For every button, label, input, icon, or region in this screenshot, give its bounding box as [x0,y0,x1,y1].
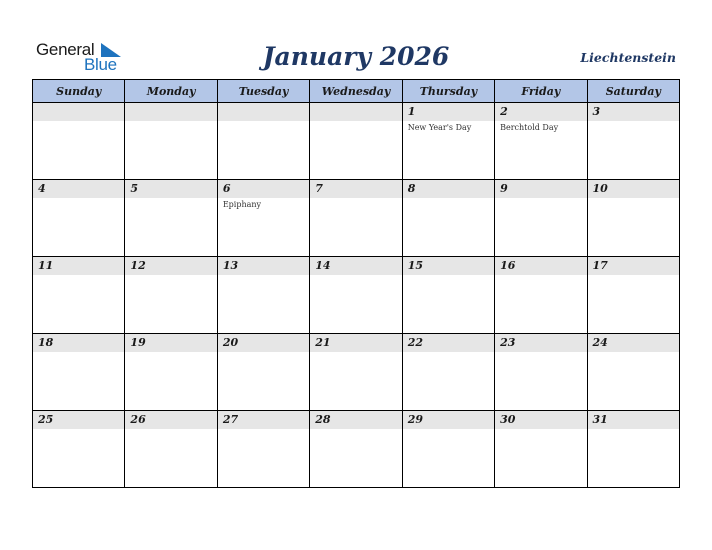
day-number: 7 [315,182,323,195]
weekday-header-row [33,80,680,103]
day-header-strip [403,103,494,121]
empty-day-cell [217,103,309,180]
day-number: 28 [315,413,331,426]
day-header-strip [588,411,679,429]
day-header-strip [33,180,124,198]
day-number: 29 [407,413,423,426]
day-header-strip [495,180,586,198]
day-header-strip [495,334,586,352]
day-cell [33,257,125,334]
day-number: 22 [407,336,423,349]
day-number: 19 [130,336,146,349]
day-header-strip [33,103,124,121]
day-number: 18 [38,336,54,349]
day-cell [125,180,217,257]
day-header-strip [403,334,494,352]
day-header-strip [310,103,401,121]
day-number: 23 [500,336,516,349]
day-number: 13 [222,259,239,272]
weekday-thursday: Thursday [402,80,494,103]
weekday-sunday: Sunday [33,80,125,103]
day-cell [495,180,587,257]
logo-text-blue: Blue [84,55,117,74]
week-row [33,180,680,257]
day-number: 14 [315,259,331,272]
day-header-strip [403,180,494,198]
calendar-title: January 2026 [262,42,450,71]
day-number: 31 [592,413,608,426]
day-cell [402,180,494,257]
day-number: 10 [592,182,608,195]
day-header-strip [125,411,216,429]
day-header-strip [588,103,679,121]
day-cell [125,334,217,411]
empty-day-cell [125,103,217,180]
day-cell [310,411,402,488]
holiday-label: Berchtold Day [500,123,559,132]
day-number: 9 [500,182,508,195]
day-number: 8 [407,182,416,195]
day-cell [587,257,679,334]
day-header-strip [125,334,216,352]
day-cell [217,180,309,257]
day-cell [402,103,494,180]
day-header-strip [495,411,586,429]
week-row [33,411,680,488]
day-header-strip [588,180,679,198]
day-number: 2 [500,105,508,118]
day-number: 5 [130,182,139,195]
day-cell [33,180,125,257]
day-header-strip [310,334,401,352]
day-cell [495,103,587,180]
day-header-strip [218,257,309,275]
weekday-saturday: Saturday [587,80,679,103]
calendar-body [33,103,680,488]
day-cell [33,411,125,488]
day-header-strip [310,257,401,275]
day-cell [587,334,679,411]
day-header-strip [495,103,586,121]
week-row [33,103,680,180]
day-header-strip [125,257,216,275]
day-cell [310,334,402,411]
day-cell [402,334,494,411]
empty-day-cell [33,103,125,180]
day-number: 6 [222,182,231,195]
day-number: 3 [592,105,601,118]
week-row [33,334,680,411]
day-cell [495,257,587,334]
holiday-label: Epiphany [222,200,262,209]
day-header-strip [403,411,494,429]
day-number: 17 [592,259,608,272]
day-number: 16 [500,259,516,272]
day-cell [125,257,217,334]
day-number: 24 [592,336,608,349]
day-header-strip [33,257,124,275]
day-number: 21 [315,336,331,349]
day-cell [402,257,494,334]
day-number: 27 [222,413,239,426]
day-header-strip [125,180,216,198]
day-header-strip [495,257,586,275]
day-header-strip [588,257,679,275]
weekday-monday: Monday [125,80,217,103]
day-header-strip [33,411,124,429]
day-header-strip [403,257,494,275]
day-number: 30 [500,413,516,426]
day-cell [310,180,402,257]
day-cell [217,411,309,488]
logo-text-general: General [36,40,95,59]
day-number: 11 [38,259,54,272]
day-cell [125,411,217,488]
day-cell [495,334,587,411]
day-cell [402,411,494,488]
holiday-label: New Year's Day [407,123,472,132]
country-label: Liechtenstein [580,50,676,65]
day-cell [217,257,309,334]
day-header-strip [218,411,309,429]
day-cell [495,411,587,488]
day-header-strip [310,180,401,198]
day-header-strip [218,180,309,198]
day-header-strip [33,334,124,352]
day-cell [587,180,679,257]
day-number: 4 [38,182,46,195]
day-cell [33,334,125,411]
day-cell [587,103,679,180]
weekday-wednesday: Wednesday [310,80,402,103]
day-header-strip [588,334,679,352]
week-row [33,257,680,334]
day-cell [587,411,679,488]
day-number: 26 [130,413,146,426]
weekday-tuesday: Tuesday [217,80,309,103]
day-header-strip [218,334,309,352]
calendar-grid [32,79,680,488]
day-header-strip [310,411,401,429]
day-number: 1 [407,105,416,118]
day-cell [217,334,309,411]
day-header-strip [218,103,309,121]
weekday-friday: Friday [495,80,587,103]
day-number: 15 [407,259,423,272]
day-header-strip [125,103,216,121]
day-number: 25 [38,413,54,426]
empty-day-cell [310,103,402,180]
day-cell [310,257,402,334]
day-number: 12 [130,259,146,272]
day-number: 20 [222,336,239,349]
